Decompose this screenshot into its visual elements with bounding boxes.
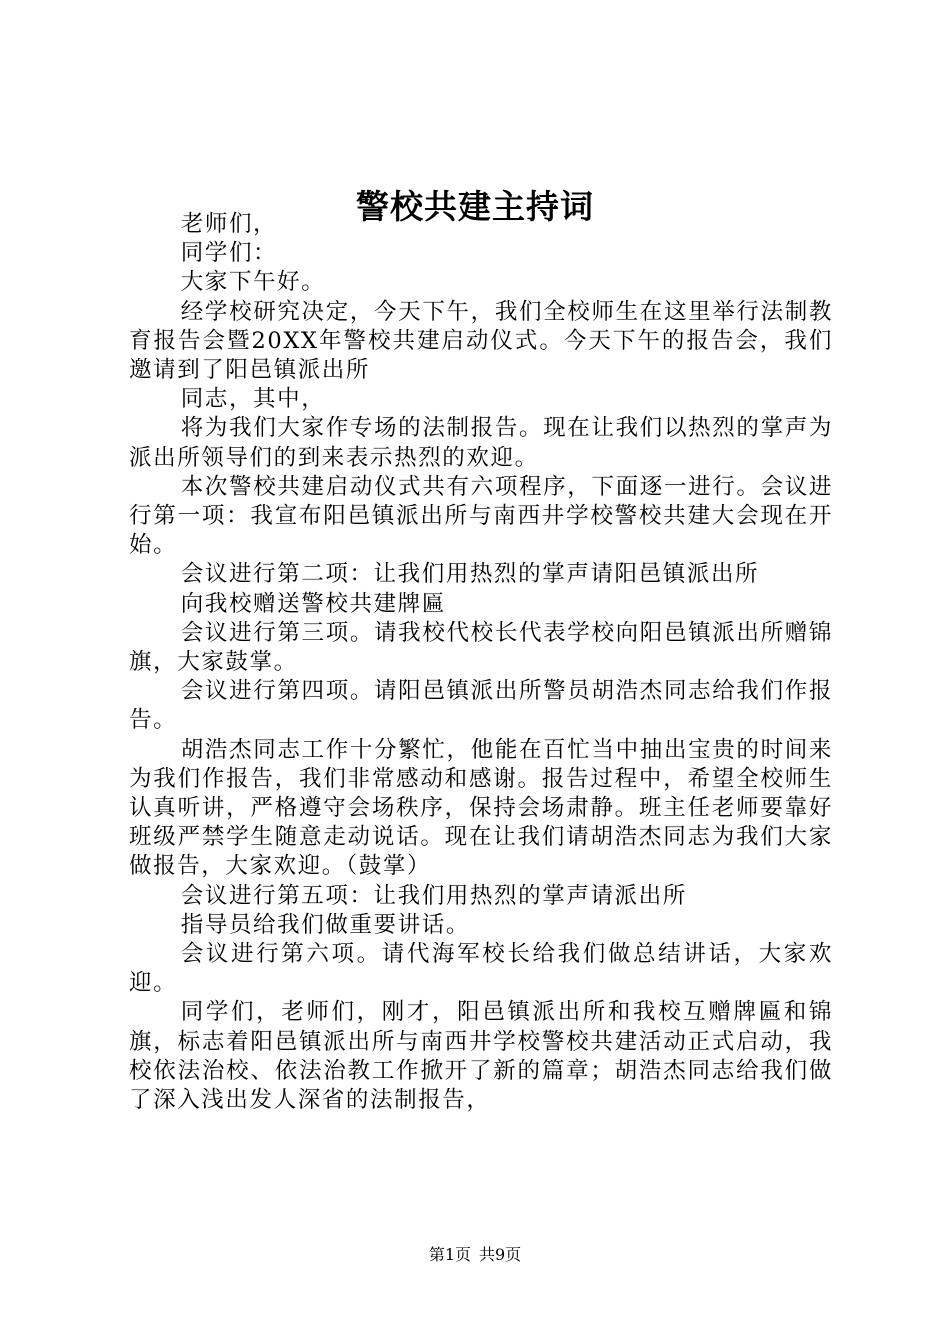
paragraph-plaque: 向我校赠送警校共建牌匾 (180, 590, 446, 617)
paragraph-item-five: 会议进行第五项：让我们用热烈的掌声请派出所 (180, 882, 687, 909)
paragraph-opening: 经学校研究决定，今天下午，我们全校师生在这里举行法制教育报告会暨20XX年警校共建启动仪式。今天下午的报告会，我们邀请到了阳邑镇派出所 (129, 298, 833, 384)
document-title: 警校共建主持词 (356, 187, 594, 226)
paragraph-greeting-teachers: 老师们， (180, 211, 278, 237)
paragraph-report-thanks: 胡浩杰同志工作十分繁忙，他能在百忙当中抽出宝贵的时间来为我们作报告，我们非常感动和感谢。报告过程中，希望全校师生认真听讲，严格遵守会场秩序，保持会场肃静。班主任老师要靠好班级严禁学生随意走动说话。现在让我们请胡浩杰同志为我们大家做报告，大家欢迎。（鼓掌） (129, 736, 833, 880)
page-total: 共9页 (479, 1245, 522, 1264)
page-footer (0, 1244, 950, 1266)
paragraph-item-three: 会议进行第三项。请我校代校长代表学校向阳邑镇派出所赠锦旗，大家鼓掌。 (129, 619, 833, 676)
paragraph-item-one: 本次警校共建启动仪式共有六项程序，下面逐一进行。会议进行第一项：我宣布阳邑镇派出所与南西井学校警校共建大会现在开始。 (129, 473, 833, 559)
paragraph-item-four: 会议进行第四项。请阳邑镇派出所警员胡浩杰同志给我们作报告。 (129, 678, 833, 734)
paragraph-welcome: 将为我们大家作专场的法制报告。现在让我们以热烈的掌声为派出所领导们的到来表示热烈的欢迎。 (129, 415, 833, 471)
paragraph-comrade: 同志，其中， (180, 386, 326, 413)
paragraph-instructor: 指导员给我们做重要讲话。 (180, 911, 470, 938)
paragraph-good-afternoon: 大家下午好。 (180, 269, 326, 296)
paragraph-greeting-students: 同学们： (180, 240, 278, 267)
page-number: 第1页 (428, 1245, 471, 1264)
document-body (129, 210, 833, 1115)
paragraph-item-two: 会议进行第二项：让我们用热烈的掌声请阳邑镇派出所 (180, 561, 760, 588)
paragraph-item-six: 会议进行第六项。请代海军校长给我们做总结讲话，大家欢迎。 (129, 941, 833, 997)
paragraph-closing: 同学们，老师们，刚才，阳邑镇派出所和我校互赠牌匾和锦旗，标志着阳邑镇派出所与南西井学校警校共建活动正式启动，我校依法治校、依法治教工作掀开了新的篇章；胡浩杰同志给我们做了深入浅出发人深省的法制报告， (129, 999, 833, 1114)
